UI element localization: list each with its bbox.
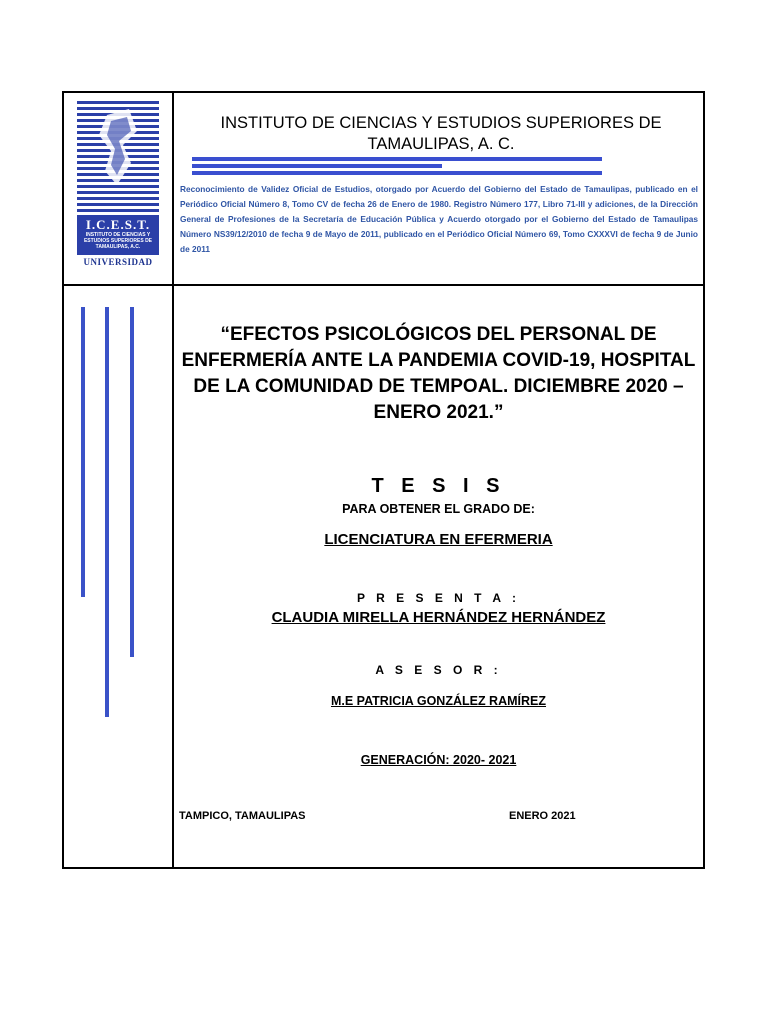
footer-place: TAMPICO, TAMAULIPAS: [179, 810, 306, 822]
frame-horizontal-divider: [64, 284, 703, 286]
frame-vertical-divider: [172, 93, 174, 867]
thesis-title: “EFECTOS PSICOLÓGICOS DEL PERSONAL DE ENFERMERÍA ANTE LA PANDEMIA COVID-19, HOSPITAL DE LA COMUNIDAD DE TEMPOAL. DICIEMBRE 2020 – ENERO 2021.”: [181, 324, 696, 423]
logo-abbreviation: I.C.E.S.T.: [85, 217, 151, 232]
asesor-label: A S E S O R :: [375, 663, 502, 677]
generation: GENERACIÓN: 2020- 2021: [360, 753, 517, 767]
degree-name: LICENCIATURA EN EFERMERIA: [324, 531, 553, 548]
icest-logo: [77, 101, 159, 269]
logo-university: UNIVERSIDAD: [83, 257, 153, 267]
cover-frame: [62, 91, 705, 869]
degree-purpose: PARA OBTENER EL GRADO DE:: [342, 502, 535, 516]
logo-full-name: INSTITUTO DE CIENCIAS Y ESTUDIOS SUPERIORES DE TAMAULIPAS, A.C.: [83, 232, 153, 250]
logo-stripes-icon: [77, 101, 159, 213]
title-decorative-bars: [192, 155, 602, 177]
author-name: CLAUDIA MIRELLA HERNÁNDEZ HERNÁNDEZ: [271, 609, 606, 626]
recognition-text: Reconocimiento de Validez Oficial de Estudios, otorgado por Acuerdo del Gobierno del Estado de Tamaulipas, publicado en el Periódico Oficial Número 8, Tomo CV de fecha 26 de Enero de 1980. Registro Número 177, Libro 71-III y adiciones, de la Dirección General de Profesiones de la Secretaría de Educación Pública y Acuerdo otorgado por el Gobierno del Estado de Tamaulipas Número NS39/12/2010 de fecha 9 de Mayo de 2011, publicado en el Periódico Oficial Número 69, Tomo CXXXVI de fecha 9 de Junio de 2011: [180, 184, 698, 254]
footer-date: ENERO 2021: [509, 810, 576, 822]
institution-title: INSTITUTO DE CIENCIAS Y ESTUDIOS SUPERIORES DE TAMAULIPAS, A. C.: [220, 114, 662, 153]
advisor-name: M.E PATRICIA GONZÁLEZ RAMÍREZ: [330, 694, 547, 708]
thesis-type: T E S I S: [371, 475, 506, 497]
presenta-label: P R E S E N T A :: [357, 591, 520, 605]
logo-plate: [77, 215, 159, 255]
